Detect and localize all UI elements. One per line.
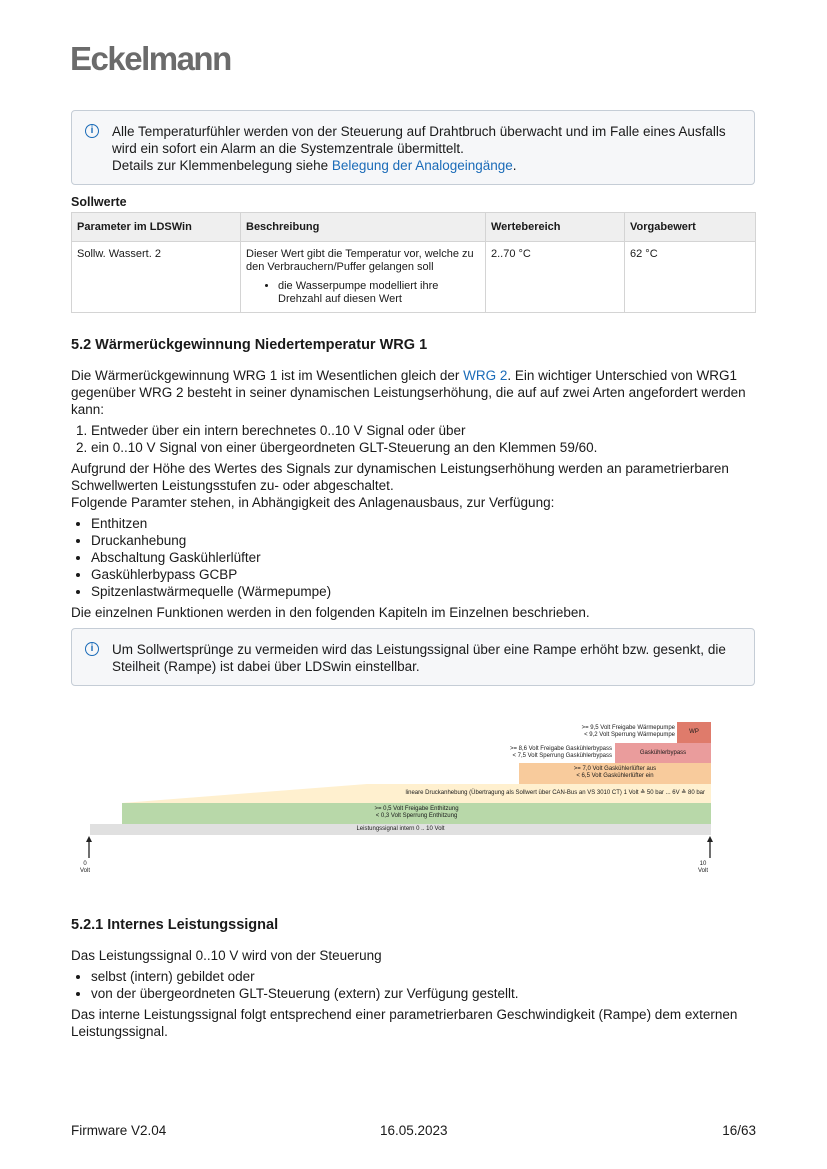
list-item: • Druckanhebung bbox=[91, 532, 761, 549]
eckelmann-logo: Eckelmann bbox=[70, 40, 231, 77]
wp-threshold-label: >= 9,5 Volt Freigabe Wärmepumpe < 9,2 Volt Sperrung Wärmepumpe bbox=[581, 725, 675, 738]
table-title: Sollwerte bbox=[71, 195, 127, 209]
cell-default: 62 °C bbox=[625, 242, 756, 313]
bypass-box: Gaskühlerbypass bbox=[615, 743, 711, 763]
bypass-threshold-label: >= 8,6 Volt Freigabe Gaskühlerbypass < 7,5 Volt Sperrung Gaskühlerbypass bbox=[509, 746, 612, 759]
list-item: • Gaskühlerbypass GCBP bbox=[91, 566, 761, 583]
axis-arrows bbox=[85, 836, 715, 860]
list-item: • die Wasserpumpe modelliert ihre Drehzahl auf diesen Wert bbox=[278, 280, 480, 306]
column-header: Vorgabewert bbox=[625, 213, 756, 242]
column-header: Wertebereich bbox=[486, 213, 625, 242]
fan-box: >= 7,0 Volt Gaskühlerlüfter aus < 6,5 Volt Gaskühlerlüfter ein bbox=[519, 763, 711, 784]
table-row bbox=[72, 242, 756, 313]
section-heading: 5.2 Wärmerückgewinnung Niedertemperatur WRG 1 bbox=[71, 337, 428, 353]
list-item: • selbst (intern) gebildet oder bbox=[91, 968, 761, 985]
text: Die Wärmerückgewinnung WRG 1 ist im Wesentlichen gleich der bbox=[71, 368, 464, 383]
min-label: 0 Volt bbox=[80, 861, 91, 874]
text: . Ein wichtiger Unterschied von WRG1 gegenüber WRG 2 besteht in seiner dynamischen Leistungserhöhung, die auf auf zwei Arten angefordert werden kann: bbox=[71, 368, 746, 417]
footer-date: 16.05.2023 bbox=[380, 1123, 448, 1138]
section-heading: 5.2.1 Internes Leistungssignal bbox=[71, 917, 279, 933]
section-body bbox=[71, 367, 761, 621]
column-header: Parameter im LDSWin bbox=[72, 213, 241, 242]
signal-bar: Leistungssignal intern 0 .. 10 Volt bbox=[90, 824, 711, 835]
column-header: Beschreibung bbox=[241, 213, 486, 242]
pressure-label: lineare Druckanhebung (Übertragung als Sollwert über CAN-Bus an VS 3010 CT) 1 Volt ≙ 50 bar ... 6V ≙ 80 bar bbox=[405, 790, 705, 796]
info-note bbox=[71, 628, 755, 686]
note-text: . bbox=[512, 158, 517, 173]
paragraph: Das Leistungssignal 0..10 V wird von der Steuerung bbox=[71, 948, 382, 963]
wp-box: WP bbox=[677, 722, 711, 743]
wrg2-link[interactable]: WRG 2 bbox=[463, 368, 508, 383]
footer-page-number: 16/63 bbox=[722, 1123, 756, 1138]
max-label: 10 Volt bbox=[698, 861, 709, 874]
info-icon: i bbox=[85, 642, 99, 656]
note-text: Alle Temperaturfühler werden von der Steuerung auf Drahtbruch überwacht und im Falle eines Ausfalls wird ein sofort ein Alarm an die Systemzentrale übermittelt. bbox=[112, 124, 726, 156]
footer-firmware: Firmware V2.04 bbox=[71, 1123, 167, 1138]
cell-range: 2..70 °C bbox=[486, 242, 625, 313]
paragraph: Folgende Paramter stehen, in Abhängigkeit des Anlagenausbaus, zur Verfügung: bbox=[71, 495, 555, 510]
note-text: Um Sollwertsprünge zu vermeiden wird das Leistungssignal über eine Rampe erhöht bzw. gesenkt, die Steilheit (Rampe) ist dabei über LDSwin einstellbar. bbox=[112, 642, 726, 674]
analog-inputs-link[interactable]: Belegung der Analogeingänge bbox=[331, 158, 513, 173]
cell-param: Sollw. Wassert. 2 bbox=[72, 242, 241, 313]
info-note bbox=[71, 110, 755, 185]
note-text: Details zur Klemmenbelegung siehe bbox=[112, 158, 332, 173]
list-item: 1. Entweder über ein intern berechnetes 0..10 V Signal oder über bbox=[91, 422, 761, 439]
sollwerte-table bbox=[71, 212, 756, 313]
desuperheat-box: >= 0,5 Volt Freigabe Enthitzung < 0,3 Volt Sperrung Enthitzung bbox=[122, 803, 711, 824]
list-item: • Abschaltung Gaskühlerlüfter bbox=[91, 549, 761, 566]
list-item: • von der übergeordneten GLT-Steuerung (extern) zur Verfügung gestellt. bbox=[91, 985, 761, 1002]
list-item: • Spitzenlastwärmequelle (Wärmepumpe) bbox=[91, 583, 761, 600]
paragraph: Aufgrund der Höhe des Wertes des Signals zur dynamischen Leistungserhöhung werden an parametrierbaren Schwellwerten Leistungsstufen zu- oder abgeschaltet. bbox=[71, 461, 729, 493]
list-item: 2. ein 0..10 V Signal von einer übergeordneten GLT-Steuerung an den Klemmen 59/60. bbox=[91, 439, 761, 456]
paragraph: Das interne Leistungssignal folgt entsprechend einer parametrierbaren Geschwindigkeit (Rampe) dem externen Leistungssignal. bbox=[71, 1007, 738, 1039]
paragraph: Die einzelnen Funktionen werden in den folgenden Kapiteln im Einzelnen beschrieben. bbox=[71, 605, 590, 620]
section-body bbox=[71, 947, 761, 1040]
cell-desc bbox=[241, 242, 486, 313]
list-item: • Enthitzen bbox=[91, 515, 761, 532]
info-icon: i bbox=[85, 124, 99, 138]
desc-text: Dieser Wert gibt die Temperatur vor, welche zu den Verbrauchern/Puffer gelangen soll bbox=[246, 248, 474, 273]
